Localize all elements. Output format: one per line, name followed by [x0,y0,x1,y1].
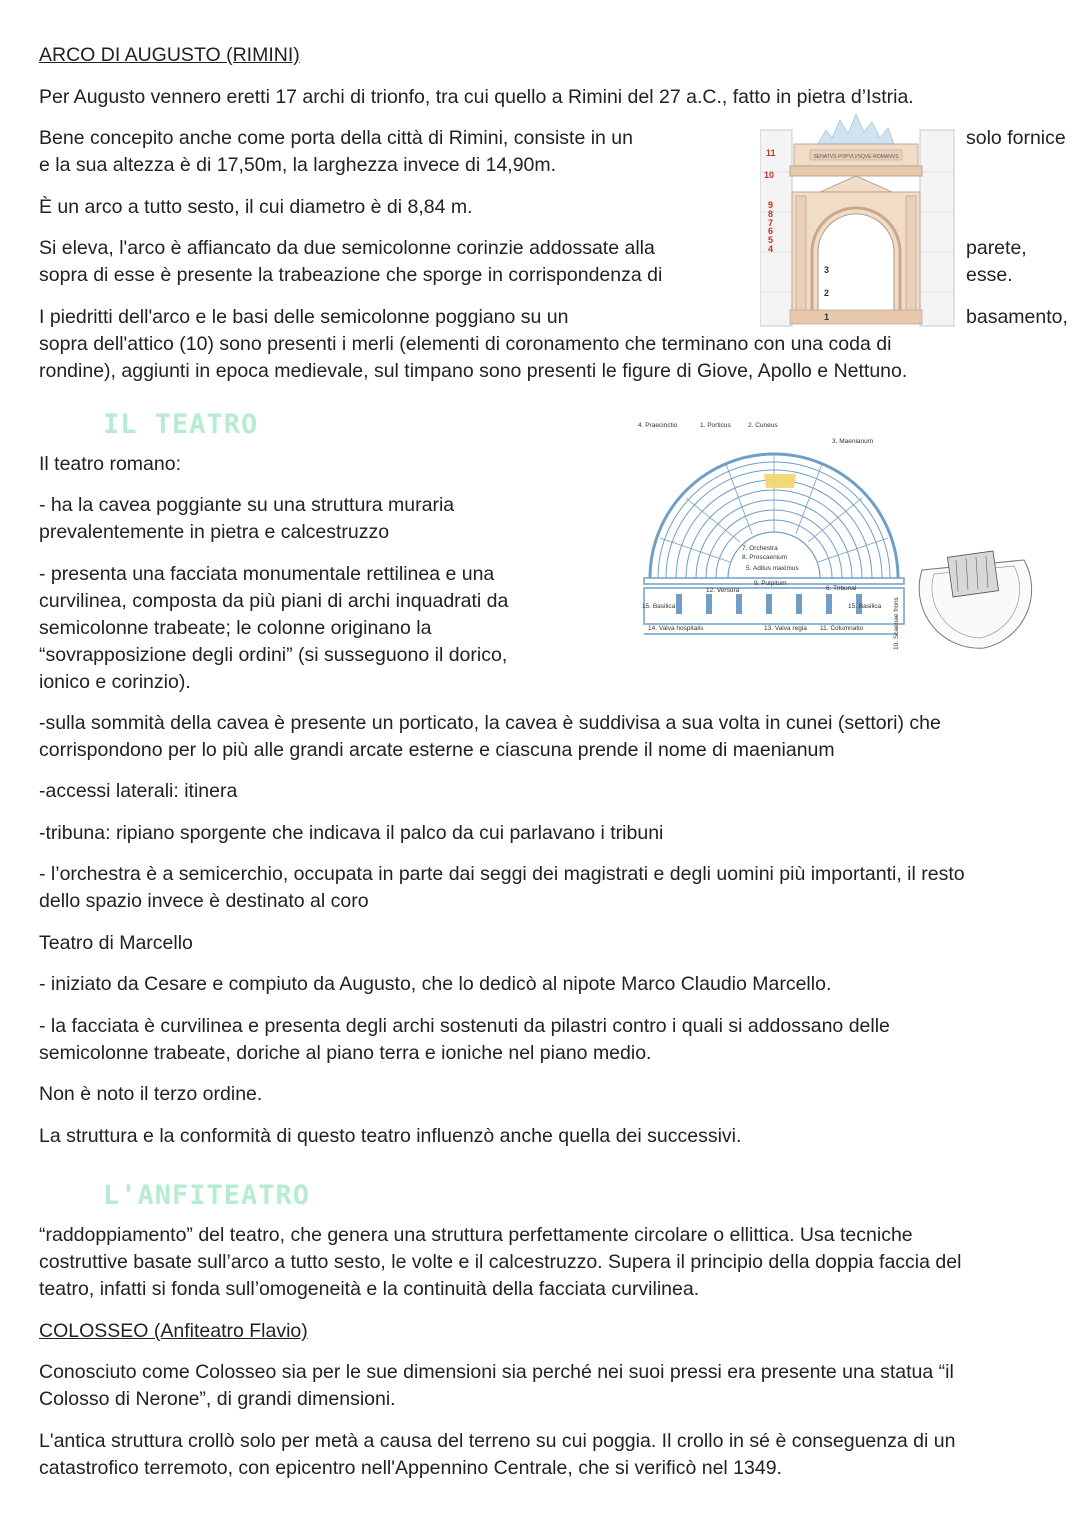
section-heading-anfiteatro: L'ANFITEATRO [103,1180,311,1211]
arch-label-1: 1 [824,312,830,322]
text-line: “raddoppiamento” del teatro, che genera una struttura perfettamente circolare o ellittica. Usa tecniche [39,1224,913,1246]
text-line: Colosso di Nerone”, di grandi dimensioni. [39,1388,396,1410]
arch-label-9: 9 [768,200,774,210]
arch-label-10: 10 [764,170,775,180]
text-line: “sovrapposizione degli ordini” (si susseguono il dorico, [39,644,508,666]
text-line: -sulla sommità della cavea è presente un porticato, la cavea è suddivisa a sua volta in cunei (settori) che [39,712,941,734]
arch-of-augustus-illustration [760,112,960,330]
text-line: sopra dell'attico (10) sono presenti i merli (elementi di coronamento che terminano con una coda di [39,333,892,355]
text-line: basamento, [966,306,1068,328]
text-line: L'antica struttura crollò solo per metà a causa del terreno su cui poggia. Il crollo in sé è conseguenza di un [39,1430,956,1452]
text-line: Non è noto il terzo ordine. [39,1083,263,1105]
plan-label-orchestra: 7. Orchestra [742,545,778,552]
paragraph-arco-intro: Per Augusto vennero eretti 17 archi di trionfo, tra cui quello a Rimini del 27 a.C., fatto in pietra d’Istria. [39,86,914,108]
roman-theatre-plan [636,418,912,654]
text-line: rondine), aggiunti in epoca medievale, sul timpano sono presenti le figure di Giove, Apollo e Nettuno. [39,360,908,382]
text-line: Bene concepito anche come porta della città di Rimini, consiste in un [39,127,633,149]
text-line: teatro, infatti si fonda sull’omogeneità e la continuità della facciata curvilinea. [39,1278,700,1300]
arch-inscription: SENATVS·POPVLVSQVE·ROMANVS [813,154,899,160]
text-line: -accessi laterali: itinera [39,780,238,802]
text-line: - iniziato da Cesare e compiuto da Augusto, che lo dedicò al nipote Marco Claudio Marcello. [39,973,832,995]
plan-label-versura: 12. Versura [706,587,740,594]
plan-label-aditus: 5. Aditus maximus [746,565,799,572]
plan-label-basilica-right: 15. Basilica [848,603,882,610]
plan-label-cuneus: 2. Cuneus [748,422,778,429]
text-line: sopra di esse è presente la trabeazione che sporge in corrispondenza di [39,264,663,286]
arch-label-6: 6 [768,226,774,236]
text-line: I piedritti dell'arco e le basi delle semicolonne poggiano su un [39,306,569,328]
text-line: - l’orchestra è a semicerchio, occupata in parte dai seggi dei magistrati e degli uomini più importanti, il resto [39,863,965,885]
text-line: - ha la cavea poggiante su una struttura muraria [39,494,455,516]
plan-label-pulpitum: 9. Pulpitum [754,580,787,587]
text-line: prevalentemente in pietra e calcestruzzo [39,521,390,543]
text-line: catastrofico terremoto, con epicentro nell'Appennino Centrale, che si verificò nel 1349. [39,1457,782,1479]
text-line: curvilinea, composta da più piani di archi inquadrati da [39,590,509,612]
plan-label-columnatio: 11. Columnatio [820,625,864,632]
text-line: solo fornice [966,127,1066,149]
text-line: e la sua altezza è di 17,50m, la larghezza invece di 14,90m. [39,154,557,176]
text-line: costruttive basate sull’arco a tutto sesto, le volte e il calcestruzzo. Supera il principio della doppia faccia del [39,1251,962,1273]
text-line: Il teatro romano: [39,453,181,475]
arch-label-3: 3 [824,265,830,275]
section-title-arco: ARCO DI AUGUSTO (RIMINI) [39,44,300,66]
plan-label-basilica-left: 15. Basilica [642,603,676,610]
plan-label-praecinctio: 4. Praecinctio [638,422,678,429]
text-line: parete, [966,237,1027,259]
section-heading-teatro: IL TEATRO [103,409,259,440]
text-line: esse. [966,264,1013,286]
text-line: - presenta una facciata monumentale rettilinea e una [39,563,495,585]
arch-label-11: 11 [766,148,776,158]
plan-label-porticus: 1. Porticus [700,422,731,429]
text-line: dello spazio invece è destinato al coro [39,890,369,912]
plan-label-scaenae-frons: 10. Scaenae frons [893,597,900,650]
section-title-colosseo: COLOSSEO (Anfiteatro Flavio) [39,1320,308,1342]
text-line: semicolonne trabeate, doriche al piano terra e ioniche nel piano medio. [39,1042,652,1064]
arch-label-7: 7 [768,218,774,228]
arch-label-8: 8 [768,209,774,219]
plan-label-tribunal: 6. Tribunal [826,585,857,592]
subheading-marcello: Teatro di Marcello [39,932,193,954]
arch-label-4: 4 [768,244,774,254]
text-line: -tribuna: ripiano sporgente che indicava il palco da cui parlavano i tribuni [39,822,664,844]
text-line: Si eleva, l'arco è affiancato da due semicolonne corinzie addossate alla [39,237,655,259]
arch-label-5: 5 [768,235,774,245]
text-line: ionico e corinzio). [39,671,191,693]
plan-label-proscaenium: 8. Proscaenium [742,554,788,561]
plan-label-maenianum: 3. Maenianum [832,438,874,445]
text-line: Conosciuto come Colosseo sia per le sue dimensioni sia perché nei suoi pressi era presente una statua “il [39,1361,954,1383]
text-line: È un arco a tutto sesto, il cui diametro è di 8,84 m. [39,196,473,218]
arch-label-2: 2 [824,288,830,298]
theatre-3d-sketch [914,540,1038,652]
text-line: - la facciata è curvilinea e presenta degli archi sostenuti da pilastri contro i quali si addossano delle [39,1015,890,1037]
plan-label-valva-hospitalis: 14. Valva hospitalis [648,625,704,632]
text-line: corrispondono per lo più alle grandi arcate esterne e ciascuna prende il nome di maenianum [39,739,835,761]
text-line: semicolonne trabeate; le colonne originano la [39,617,432,639]
plan-label-valva-regia: 13. Valva regia [764,625,807,632]
text-line: La struttura e la conformità di questo teatro influenzò anche quella dei successivi. [39,1125,742,1147]
